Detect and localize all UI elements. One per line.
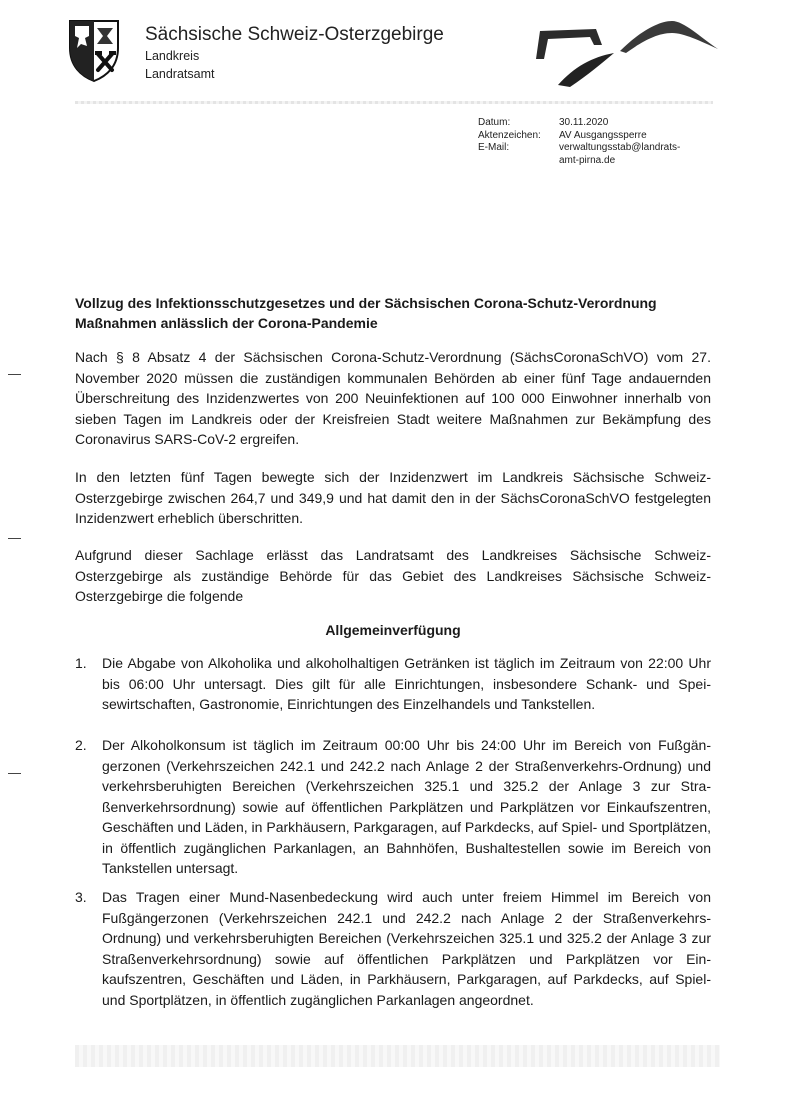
reference-value: AV Ausgangssperre: [559, 129, 647, 141]
fold-mark: [8, 374, 21, 375]
date-value: 30.11.2020: [559, 117, 609, 128]
body-paragraph: Nach § 8 Absatz 4 der Sächsischen Corona-Schutz-Verordnung (SächsCoronaSchVO) vom 27. November 2020 müssen die zuständigen kommunalen Behörden ab einer fünf Tage andauernden Überschreitung des Inzidenzwertes von 200 Neuinfektionen auf 100 000 Einwohner innerhalb von sieben Tagen im Landkreis oder der Kreisfreien Stadt weitere Maßnahmen zur Bekämpfung des Coronavirus SARS-CoV-2 ergreifen.: [75, 349, 711, 447]
organization-type: Landkreis: [145, 49, 200, 63]
organization-office: Landratsamt: [145, 67, 215, 81]
subject-line2: Maßnahmen anlässlich der Corona-Pandemie: [75, 315, 378, 331]
email-label: E-Mail:: [478, 142, 510, 153]
list-item-number: 3.: [75, 889, 87, 905]
list-item-number: 2.: [75, 737, 87, 753]
meta-date-row: [478, 117, 699, 130]
list-item-number: 1.: [75, 655, 87, 671]
footer-strip: [75, 1045, 720, 1067]
list-item-text: Der Alkoholkonsum ist täglich im Zeitraum 00:00 Uhr bis 24:00 Uhr im Bereich von Fußgängerzonen (Verkehrszeichen 242.1 und 242.2 nach Anlage 2 der Straßenverkehrs-Ordnung) und verkehrsberuhigten Bereichen (Verkehrszeichen 325.1 und 325.2 der Anlage 3 zur Straßenverkehrsordnung) sowie auf öffentlichen Parkplätzen und Parkplätzen vor Einkaufszentren, Geschäften und Läden, in Parkhäusern, Parkgaragen, auf Parkdecks, auf Spiel- und Sportplätzen, in öffentlich zugänglichen Parkanlagen, an Bahnhöfen, Bushaltestellen sowie im Bereich von Tankstellen untersagt.: [102, 737, 711, 876]
reference-label: Aktenzeichen:: [478, 129, 541, 141]
meta-email-row: [478, 142, 699, 167]
fold-mark: [8, 773, 21, 774]
coat-of-arms-icon: [67, 18, 121, 84]
document-subject: [75, 293, 715, 333]
list-item-text: Das Tragen einer Mund-Nasenbedeckung wird auch unter freiem Himmel im Bereich von Fußgängerzonen (Verkehrszeichen 242.1 und 242.2 nach Anlage 2 der Straßenverkehrs-Ordnung) und verkehrsberuhigten Bereichen (Verkehrszeichen 325.1 und 325.2 der Anlage 3 zur Straßenverkehrsordnung) sowie auf öffentlichen Parkplätzen und Parkplätzen vor Einkaufszentren, Geschäften und Läden, in Parkhäusern, Parkgaragen, auf Parkdecks, auf Spiel- und Sportplätzen, in öffentlich zugänglichen Parkanlagen angeordnet.: [102, 889, 711, 1008]
header-divider: [75, 101, 713, 104]
body-paragraph: In den letzten fünf Tagen bewegte sich der Inzidenzwert im Landkreis Sächsische Schweiz-Osterzgebirge zwischen 264,7 und 349,9 und hat damit den in der SächsCoronaSchVO festgelegten Inzidenzwert erheblich überschritten.: [75, 469, 711, 526]
meta-reference-row: [478, 130, 699, 143]
email-value: [559, 142, 699, 167]
mountain-logo-icon: [522, 15, 718, 93]
email-value-line2: amt-pirna.de: [559, 154, 616, 166]
letterhead-organization: [145, 24, 444, 82]
fold-mark: [8, 538, 21, 539]
date-label: Datum:: [478, 117, 511, 128]
email-value-line1: verwaltungsstab@landrats-: [559, 142, 681, 153]
list-item-text: Die Abgabe von Alkoholika und alkoholhaltigen Getränken ist täglich im Zeitraum von 22:00 Uhr bis 06:00 Uhr untersagt. Dies gilt für alle Einrichtungen, insbesondere Schank- und Speisewirtschaften, Gastronomie, Einrichtungen des Einzelhandels und Tankstellen.: [102, 655, 711, 712]
subject-line1: Vollzug des Infektionsschutzgesetzes und der Sächsischen Corona-Schutz-Verordnung: [75, 295, 657, 311]
body-paragraph: Aufgrund dieser Sachlage erlässt das Landratsamt des Landkreises Sächsische Schweiz-Osterzgebirge als zuständige Behörde für das Gebiet des Landkreises Sächsische Schweiz-Osterzgebirge die folgende: [75, 547, 711, 604]
document-meta: [478, 117, 699, 167]
decree-heading: Allgemeinverfügung: [325, 622, 461, 638]
organization-name: Sächsische Schweiz-Osterzgebirge: [145, 24, 444, 45]
